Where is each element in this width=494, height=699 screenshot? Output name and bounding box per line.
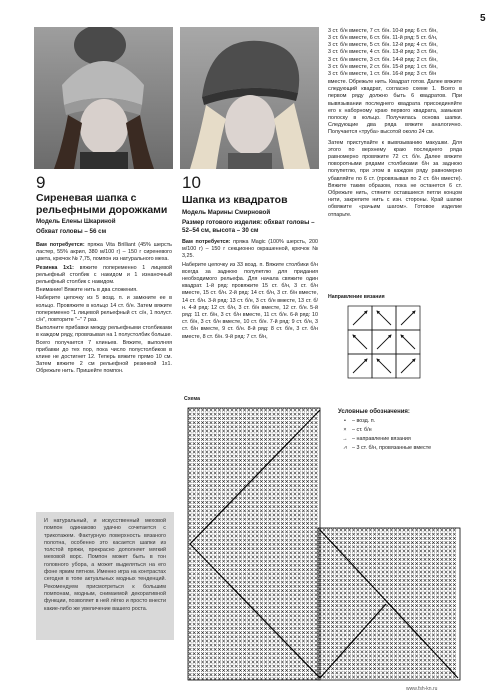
pompom-callout: И натуральный, и искусственный меховой помпон одинаково удачно сочетается с трикотажем. Фактурную поверхность вязаного полотна, особенно это касается шапки из толстой пряжи, прекрасно дополняет мягкий меховой ворс. Помпон может быть в тон головного убора, а может выделяться на его фоне ярким пятном. Именно игра на контрастах сегодня в топе актуальных модных тенденций. Рекомендуем присмотреться к большим помпонам, модным, снимаемой декоративной функции, позволяет в ней лёгко и просто внести какие-либо же увеличение вашего роста. — [36, 512, 174, 640]
legend-title: Условные обозначения: — [338, 409, 410, 415]
crochet-scheme — [186, 404, 466, 682]
right-column-text — [328, 79, 462, 220]
photo-lilac-hat — [34, 27, 173, 169]
scheme-label: Схема — [184, 396, 200, 402]
hat9-instructions — [36, 242, 172, 377]
right-para-2: Затем приступайте к вывязыванию макушки. Для этого по верхнему краю последнего ряда равномерно провяжите 72 ст. б/н. Далее вяжите поворотными рядами столбиками б/н за заднюю полупетлю, при этом в каждом ряду равномерно убавляйте по 6 ст. (провязывая по 2 ст. б/н вместе). Вяжите таким образом, пока не останется 6 ст. Обрежьте нить, стяните оставшиеся петли концом нити, закрепите нить с изн. стороны. Край шапки обвяжите «рачьим шагом». Готовое изделие отпарьте. — [328, 139, 462, 218]
hat9-rib-label: Резинка 1х1: — [36, 264, 74, 271]
hat9-model-author: Модель Елены Шкариной — [36, 218, 116, 225]
direction-grid — [344, 302, 424, 382]
row-line: 3 ст. б/н вместе, 3 ст. б/н. 14-й ряд: 2 ст. б/н, — [328, 56, 438, 63]
model-number-10: 10 — [182, 173, 201, 192]
hat10-materials: пряжа Magic (100% шерсть, 200 м/100 г) – 150 г секционно окрашенной, крючок № 3,25. — [182, 239, 318, 260]
row-line: 3 ст. б/н вместе, 6 ст. б/н. 11-й ряд: 5 ст. б/н, — [328, 35, 438, 42]
footer-url: www.fsh-kn.ru — [406, 686, 438, 692]
hat9-text2: Выполните прибавки между рельефными столбиками в каждом ряду, провязывая на 1 полустолбик больше. Всего получается 7 клиньев. Вяжите, выполняя прибавки до тех пор, пока число полустолбиков в клине не достигнет 12. Теперь вяжите прямо 10 см. Затем вяжите 2 см рельефной резинкой 1х1. Обрежьте нить. Пришейте помпон. — [36, 325, 172, 375]
hat10-materials-label: Вам потребуется: — [182, 239, 231, 245]
model-number-9: 9 — [36, 173, 46, 192]
row-line: 3 ст. б/н вместе, 2 ст. б/н. 15-й ряд: 1 ст. б/н, — [328, 63, 438, 70]
direction-label: Направление вязания — [328, 294, 385, 300]
hat9-text1: Наберите цепочку из 5 возд. п. и замкните ее в кольцо. Провяжите в кольцо 14 ст. б/н. Затем вяжите попеременно "1 лицевой рельефный ст. с/н, 1 полуст. с/н", повторите "–" 7 раз. — [36, 295, 172, 324]
legend-symbol: × — [343, 427, 347, 433]
legend-text: – возд. п. — [352, 418, 376, 424]
legend-text: – ст. б/н — [352, 427, 372, 433]
hat9-materials: пряжа Vita Brilliant (45% шерсть ластер, 55% акрил, 380 м/100 г) – 150 г сиреневого цвета, крючок № 7,75, помпон из натурального меха. — [36, 242, 172, 263]
page-number: 5 — [480, 13, 486, 24]
hat10-instructions — [182, 239, 318, 342]
hat9-materials-label: Вам потребуется: — [36, 242, 85, 248]
right-para-1: вместе. Обрежьте нить. Квадрат готов. Далее вяжите следующий квадрат, согласно схеме 1. Всего в первом ряду должно быть 6 квадратов. При вывязывании последнего квадрата присоединяйте его к наборному краю первого квадрата, замыкая полоску в кольцо. Получилась основа шапки. Следующие два ряда вяжите аналогично. Получается «труба» высотой около 24 см. — [328, 79, 462, 136]
hat9-title: Сиреневая шапка с рельефными дорожками — [36, 192, 168, 216]
legend-text: – 3 ст. б/н, провязанные вместе — [352, 445, 432, 451]
hat9-head-size: Обхват головы – 56 см — [36, 228, 107, 235]
direction-diagram — [344, 302, 424, 382]
legend-symbol: → — [342, 436, 348, 442]
hat9-rib: вяжите попеременно 1 лицевой рельефный столбик с накидом и 1 изнаночный рельефный столбик с накидом. — [36, 264, 173, 286]
row-line: 3 ст. б/н вместе, 7 ст. б/н. 10-й ряд: 6 ст. б/н, — [328, 28, 438, 34]
legend-symbol: ⩘ — [343, 445, 347, 451]
hat10-sizes: Размер готового изделия: обхват головы – 52–54 см, высота – 30 см — [182, 219, 315, 234]
photo-squares-hat — [180, 27, 319, 169]
hat9-note: Внимание! Вяжите нить в два сложения. — [36, 287, 138, 294]
legend-symbol: • — [344, 418, 346, 424]
right-column-rows — [328, 28, 464, 78]
hat10-text: Наберите цепочку из 33 возд. п. Вяжите столбики б/н всегда за заднюю полупетлю для придания необходимого рельефа. Для начала свяжите один квадрат. 1-й ряд: провяжите 15 ст. б/н, 3 ст. б/н вместе, 15 ст. б/н. 2-й ряд: 14 ст. б/н, 3 ст. б/н вместе, 14 ст. б/н. 3-й ряд: 13 ст. б/н, 3 ст. б/н вместе, 13 ст. б/н. 4-й ряд: 12 ст. б/н, 3 ст. б/н вместе, 12 ст. б/н. 5-й ряд: 11 ст. б/н, 3 ст. б/н вместе, 11 ст. б/н. 6-й ряд: 10 ст. б/н, 3 ст. б/н вместе, 10 ст. б/н. 7-й ряд: 9 ст. б/н, 3 ст. б/н вместе, 9 ст. б/н. 8-й ряд: 8 ст. б/н, 3 ст. б/н вместе, 8 ст. б/н. 9-й ряд: 7 ст. б/н, — [182, 261, 318, 340]
legend-text: – направление вязания — [352, 436, 411, 442]
hat10-model-author: Модель Марины Смирновой — [182, 209, 271, 216]
row-line: 3 ст. б/н вместе, 4 ст. б/н. 13-й ряд: 3 ст. б/н, — [328, 49, 438, 56]
row-line: 3 ст. б/н вместе, 1 ст. б/н. 16-й ряд: 3 ст. б/н — [328, 70, 437, 77]
hat10-title: Шапка из квадратов — [182, 194, 288, 206]
row-line: 3 ст. б/н вместе, 5 ст. б/н. 12-й ряд: 4 ст. б/н, — [328, 42, 438, 49]
crochet-scheme-svg — [186, 404, 466, 682]
